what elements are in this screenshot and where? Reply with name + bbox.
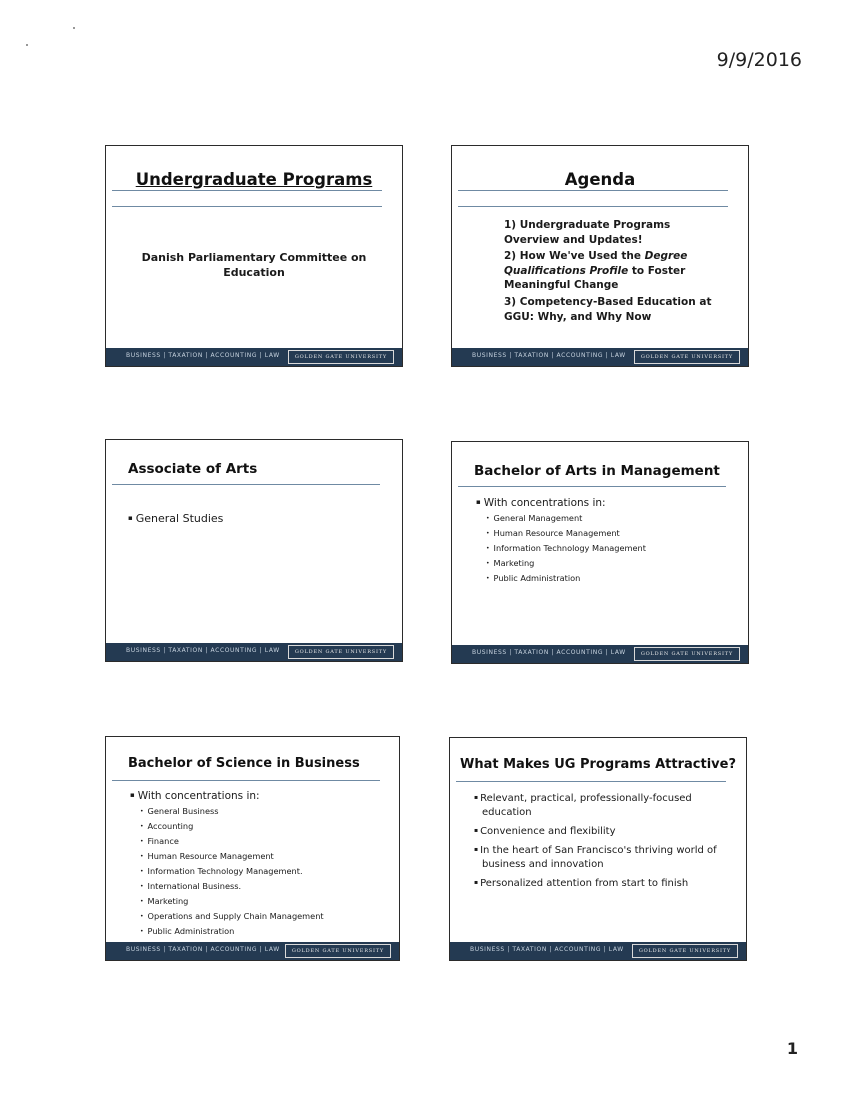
- agenda-item: [504, 249, 729, 293]
- slide-title: Associate of Arts: [128, 461, 258, 477]
- title-rule: [112, 780, 380, 781]
- list-item: • General Business: [140, 804, 324, 819]
- slide-title: Bachelor of Science in Business: [128, 756, 360, 771]
- bullet-item: ▪ General Studies: [128, 511, 223, 526]
- agenda-item-text: 2) How We've Used the: [504, 250, 645, 262]
- list-item: ▪ In the heart of San Francisco's thriving world of business and innovation: [474, 843, 729, 872]
- subtitle-line: Danish Parliamentary Committee on: [141, 251, 367, 264]
- university-logo: GOLDEN GATE UNIVERSITY: [288, 350, 394, 364]
- slide-footer: [106, 643, 402, 661]
- list-item: • Public Administration: [140, 924, 324, 939]
- list-item: • Information Technology Management.: [140, 864, 324, 879]
- scan-speck: [73, 27, 75, 29]
- attraction-list: [474, 791, 729, 895]
- slide-footer: [452, 348, 748, 366]
- slide-agenda: [451, 145, 749, 367]
- slide-footer: [106, 942, 399, 960]
- footer-text: BUSINESS | TAXATION | ACCOUNTING | LAW: [472, 649, 626, 656]
- slide-footer: [452, 645, 748, 663]
- title-rule: [456, 781, 726, 782]
- footer-text: BUSINESS | TAXATION | ACCOUNTING | LAW: [470, 946, 624, 953]
- slide-ug-programs-attractive: [449, 737, 747, 961]
- list-item: ▪ Convenience and flexibility: [474, 824, 729, 839]
- list-item: • Marketing: [486, 556, 646, 571]
- footer-text: BUSINESS | TAXATION | ACCOUNTING | LAW: [126, 352, 280, 359]
- agenda-item-text: to Foster Meaningful Change: [504, 264, 686, 291]
- concentration-list: [486, 511, 646, 586]
- bullet-item: ▪ With concentrations in:: [130, 788, 260, 804]
- university-logo: GOLDEN GATE UNIVERSITY: [288, 645, 394, 659]
- slide-bachelor-arts-management: [451, 441, 749, 664]
- scan-speck: [26, 44, 28, 46]
- list-item: • Finance: [140, 834, 324, 849]
- slide-title: What Makes UG Programs Attractive?: [460, 757, 736, 772]
- university-logo: GOLDEN GATE UNIVERSITY: [634, 350, 740, 364]
- title-rule: [458, 486, 726, 487]
- slide-title: Bachelor of Arts in Management: [474, 463, 720, 479]
- list-item: • Public Administration: [486, 571, 646, 586]
- list-item: • Information Technology Management: [486, 541, 646, 556]
- list-item: ▪ Relevant, practical, professionally-focused education: [474, 791, 729, 820]
- slide-title: Agenda: [564, 170, 636, 189]
- university-logo: GOLDEN GATE UNIVERSITY: [632, 944, 738, 958]
- agenda-item-emphasis: Degree Qualifications Profile: [504, 250, 688, 277]
- slide-footer: [450, 942, 746, 960]
- university-logo: GOLDEN GATE UNIVERSITY: [634, 647, 740, 661]
- slide-undergraduate-programs: [105, 145, 403, 367]
- title-rule: [112, 190, 382, 191]
- subtitle-line: Education: [223, 266, 285, 279]
- title-rule: [458, 190, 728, 191]
- agenda-item: 1) Undergraduate Programs Overview and Updates!: [504, 219, 671, 246]
- slide-footer: [106, 348, 402, 366]
- footer-text: BUSINESS | TAXATION | ACCOUNTING | LAW: [126, 647, 280, 654]
- title-rule: [112, 484, 380, 485]
- bullet-item: ▪ With concentrations in:: [476, 495, 606, 511]
- university-logo: GOLDEN GATE UNIVERSITY: [285, 944, 391, 958]
- list-item: • Accounting: [140, 819, 324, 834]
- list-item: • Marketing: [140, 894, 324, 909]
- list-item: • Operations and Supply Chain Management: [140, 909, 324, 924]
- concentration-list: [140, 804, 324, 939]
- slide-bachelor-science-business: [105, 736, 400, 961]
- slide-associate-of-arts: [105, 439, 403, 662]
- list-item: • General Management: [486, 511, 646, 526]
- page-date: 9/9/2016: [716, 49, 802, 71]
- agenda-item: 3) Competency-Based Education at GGU: Why, and Why Now: [504, 296, 712, 323]
- slide-subtitle: [126, 250, 382, 280]
- footer-text: BUSINESS | TAXATION | ACCOUNTING | LAW: [126, 946, 280, 953]
- list-item: • Human Resource Management: [140, 849, 324, 864]
- title-rule: [458, 206, 728, 207]
- list-item: ▪ Personalized attention from start to finish: [474, 876, 729, 891]
- list-item: • International Business.: [140, 879, 324, 894]
- list-item: • Human Resource Management: [486, 526, 646, 541]
- footer-text: BUSINESS | TAXATION | ACCOUNTING | LAW: [472, 352, 626, 359]
- slide-title: Undergraduate Programs: [135, 170, 373, 189]
- title-rule: [112, 206, 382, 207]
- page-number: 1: [786, 1039, 798, 1058]
